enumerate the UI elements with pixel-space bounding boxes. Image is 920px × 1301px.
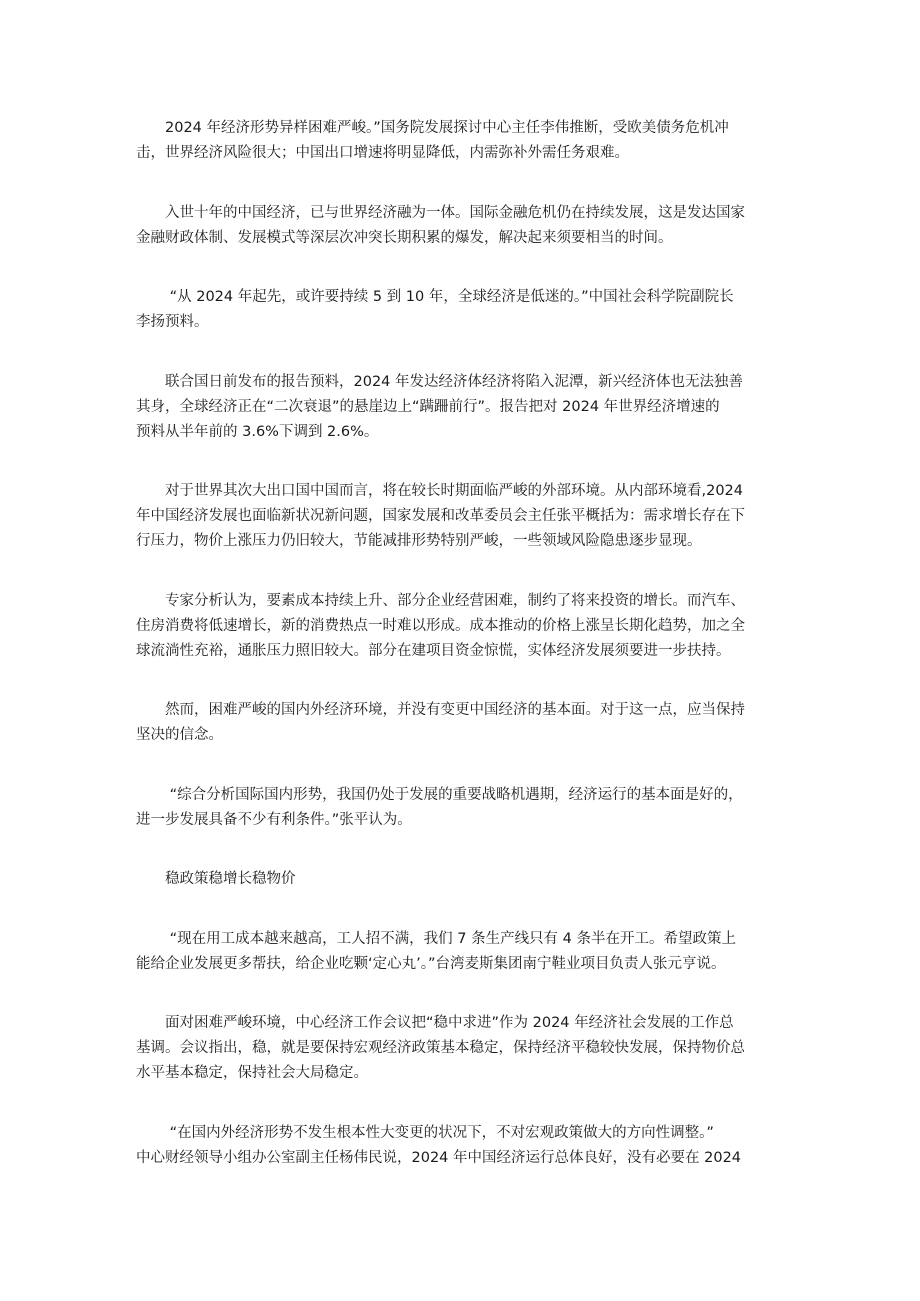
text-line: “现在用工成本越来越高，工人招不满，我们 7 条生产线只有 4 条半在开工。希望政策上 xyxy=(136,930,737,947)
text-line: 联合国日前发布的报告预料，2024 年发达经济体经济将陷入泥潭，新兴经济体也无法独善 xyxy=(136,373,744,390)
paragraph-1 xyxy=(136,116,800,166)
paragraph-9 xyxy=(136,927,800,977)
text-line: 对于世界其次大出口国中国而言，将在较长时期面临严峻的外部环境。从内部环境看,2024 xyxy=(136,483,744,499)
text-line: “从 2024 年起先，或许要持续 5 到 10 年，全球经济是低迷的。”中国社会科学院副院长 xyxy=(136,289,734,305)
text-line: 预料从半年前的 3.6%下调到 2.6%。 xyxy=(136,423,379,440)
paragraph-10 xyxy=(136,1011,800,1086)
paragraph-8 xyxy=(136,783,800,833)
text-line: 行压力，物价上涨压力仍旧较大，节能减排形势特别严峻，一些领域风险隐患逐步显现。 xyxy=(136,533,702,549)
text-line: 专家分析认为，要素成本持续上升、部分企业经营困难，制约了将来投资的增长。而汽车、 xyxy=(136,592,745,609)
text-line: 金融财政体制、发展模式等深层次冲突长期积累的爆发，解决起来须要相当的时间。 xyxy=(136,229,673,246)
paragraph-2 xyxy=(136,201,800,251)
text-line: 球流淌性充裕，通胀压力照旧较大。部分在建项目资金惊慌，实体经济发展须要进一步扶持。 xyxy=(136,642,731,659)
text-line: 其身，全球经济正在“二次衰退”的悬崖边上“蹒跚前行”。报告把对 2024 年世界经济增速的 xyxy=(136,398,720,415)
paragraph-3 xyxy=(136,285,800,335)
text-line: 击，世界经济风险很大；中国出口增速将明显降低，内需弥补外需任务艰难。 xyxy=(136,145,629,161)
text-line: 住房消费将低速增长，新的消费热点一时难以形成。成本推动的价格上涨呈长期化趋势，加之全 xyxy=(136,617,745,634)
paragraph-4 xyxy=(136,370,800,445)
text-line: “在国内外经济形势不发生根本性大变更的状况下，不对宏观政策做大的方向性调整。” xyxy=(136,1124,714,1141)
text-line: 李扬预料。 xyxy=(136,314,209,330)
text-line: 然而，困难严峻的国内外经济环境，并没有变更中国经济的基本面。对于这一点，应当保持 xyxy=(136,702,745,718)
text-line: 年中国经济发展也面临新状况新问题，国家发展和改革委员会主任张平概括为：需求增长存在下 xyxy=(136,508,745,524)
text-line: 坚决的信念。 xyxy=(136,727,223,743)
text-line: 中心财经领导小组办公室副主任杨伟民说，2024 年中国经济运行总体良好，没有必要在 2024 xyxy=(136,1149,742,1166)
section-heading: 稳政策稳增长稳物价 xyxy=(136,871,296,887)
text-line: 能给企业发展更多帮扶，给企业吃颗‘定心丸’。”台湾麦斯集团南宁鞋业项目负责人张元亨说。 xyxy=(136,955,726,972)
text-line: “综合分析国际国内形势，我国仍处于发展的重要战略机遇期，经济运行的基本面是好的， xyxy=(136,786,743,803)
paragraph-6 xyxy=(136,589,800,664)
text-line: 水平基本稳定，保持社会大局稳定。 xyxy=(136,1065,368,1081)
text-line: 入世十年的中国经济，已与世界经济融为一体。国际金融危机仍在持续发展，这是发达国家 xyxy=(136,204,745,221)
paragraph-5 xyxy=(136,479,800,554)
paragraph-7 xyxy=(136,698,800,748)
paragraph-11 xyxy=(136,1121,800,1171)
text-line: 2024 年经济形势异样困难严峻。”国务院发展探讨中心主任李伟推断，受欧美债务危机冲 xyxy=(136,120,729,136)
text-line: 面对困难严峻环境，中心经济工作会议把“稳中求进”作为 2024 年经济社会发展的工作总 xyxy=(136,1015,734,1031)
text-line: 基调。会议指出，稳，就是要保持宏观经济政策基本稳定，保持经济平稳较快发展，保持物价总 xyxy=(136,1040,745,1056)
text-line: 进一步发展具备不少有利条件。”张平认为。 xyxy=(136,811,412,828)
